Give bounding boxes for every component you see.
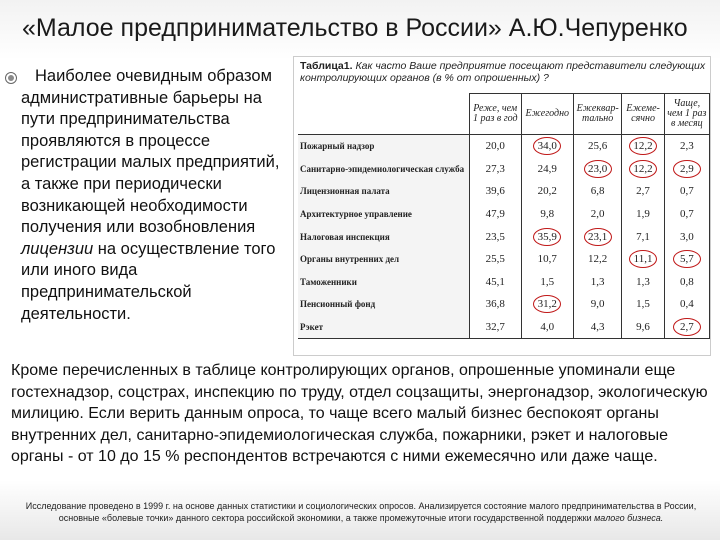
slide-title: «Малое предпринимательство в России» А.Ю.Чепуренко [22,14,688,42]
table-cell [573,225,622,248]
table-cell: 1,9 [622,203,664,226]
table-header-row [298,94,710,135]
table-cell: 0,7 [664,180,709,203]
circled-value: 2,9 [673,160,701,178]
table-cell: 9,6 [622,316,664,339]
table-cell: 2,3 [664,135,709,158]
table-cell: 24,9 [521,158,573,181]
table-cell [521,225,573,248]
table-row [298,135,710,158]
footer-note [16,500,706,524]
table-cell [622,135,664,158]
table-row [298,271,710,294]
table-cell: 9,0 [573,293,622,316]
table-cell: 36,8 [469,293,521,316]
table-caption-text: Как часто Ваше предприятие посещают представители следующих контролирующих органов (в % от опрошенных) ? [300,60,706,84]
circled-value: 2,7 [673,318,701,336]
table-row [298,293,710,316]
circled-value: 23,1 [584,228,612,246]
table-cell: 10,7 [521,248,573,271]
table-cell [622,158,664,181]
table-cell [664,248,709,271]
table-cell: 7,1 [622,225,664,248]
table-row [298,248,710,271]
bullet-text [21,66,290,325]
table-cell: 0,8 [664,271,709,294]
circled-value: 35,9 [533,228,561,246]
table-cell [664,158,709,181]
table-cell: 47,9 [469,203,521,226]
table-cell: 4,0 [521,316,573,339]
row-label: Санитарно-эпидемиологическая служба [298,158,469,181]
row-label: Таможенники [298,271,469,294]
table-cell: 39,6 [469,180,521,203]
table-cell: 0,7 [664,203,709,226]
table-cell: 27,3 [469,158,521,181]
bullet-block [5,66,290,325]
circled-value: 12,2 [629,137,657,155]
row-label: Лицензионная палата [298,180,469,203]
row-label: Налоговая инспекция [298,225,469,248]
table-row [298,180,710,203]
table-caption-label: Таблица1. [300,60,353,72]
circled-value: 34,0 [533,137,561,155]
row-label: Органы внутренних дел [298,248,469,271]
table-cell: 2,0 [573,203,622,226]
table-cell: 32,7 [469,316,521,339]
table-row [298,158,710,181]
table-cell: 1,3 [622,271,664,294]
row-label: Пожарный надзор [298,135,469,158]
bullet-text-part2: на осуществление того или иного вида предпринимательской деятельности. [21,239,276,323]
circle-bullet-icon [5,72,17,84]
footer-text: Исследование проведено в 1999 г. на основе данных статистики и социологических опросов. Анализируется состояние малого предпринимательства в России, основные «болевые точки» данного сектора российской экономики, а также промежуточные итоги государственной поддержки [25,501,697,523]
table-cell: 6,8 [573,180,622,203]
circled-value: 31,2 [533,295,561,313]
table-cell [573,158,622,181]
table-header-blank [298,94,469,135]
column-header: Ежеме-сячно [622,94,664,135]
table-cell: 3,0 [664,225,709,248]
table-cell: 20,0 [469,135,521,158]
circled-value: 12,2 [629,160,657,178]
column-header: Чаще, чем 1 раз в месяц [664,94,709,135]
table-cell: 1,3 [573,271,622,294]
table-cell: 1,5 [521,271,573,294]
column-header: Реже, чем 1 раз в год [469,94,521,135]
table-row [298,316,710,339]
inspection-table [298,93,710,339]
footer-italic: малого бизнеса. [594,513,664,523]
table-cell: 25,6 [573,135,622,158]
bullet-text-italic: лицензии [21,239,94,258]
table-cell: 9,8 [521,203,573,226]
summary-paragraph: Кроме перечисленных в таблице контролирующих органов, опрошенные упоминали еще гостехнадзор, соцстрах, инспекцию по труду, отдел соцзащиты, энергонадзор, экологическую милицию. Если верить данным опроса, то чаще всего малый бизнес беспокоят органы внутренних дел, санитарно-эпидемиологическая служба, пожарники, рэкет и налоговые органы - от 10 до 15 % респондентов встречаются с ними ежемесячно или даже чаще. [11,362,708,466]
column-header: Ежеквар-тально [573,94,622,135]
column-header: Ежегодно [521,94,573,135]
table-row [298,225,710,248]
table-caption [300,60,708,84]
table-panel [293,56,711,356]
table-cell [521,135,573,158]
circled-value: 11,1 [629,250,657,268]
table-cell: 2,7 [622,180,664,203]
table-cell: 45,1 [469,271,521,294]
table-cell [622,248,664,271]
circled-value: 5,7 [673,250,701,268]
table-cell [521,293,573,316]
table-cell: 1,5 [622,293,664,316]
table-cell: 25,5 [469,248,521,271]
bullet-text-part1: Наиболее очевидным образом административные барьеры на пути предпринимательства проявляются в процессе регистрации малых предприятий, а также при периодически возникающей необходимости получения или возобновления [21,67,280,237]
row-label: Архитектурное управление [298,203,469,226]
table-cell: 0,4 [664,293,709,316]
table-cell: 4,3 [573,316,622,339]
circled-value: 23,0 [584,160,612,178]
table-cell [664,316,709,339]
table-cell: 23,5 [469,225,521,248]
table-row [298,203,710,226]
table-cell: 12,2 [573,248,622,271]
table-cell: 20,2 [521,180,573,203]
row-label: Рэкет [298,316,469,339]
row-label: Пенсионный фонд [298,293,469,316]
